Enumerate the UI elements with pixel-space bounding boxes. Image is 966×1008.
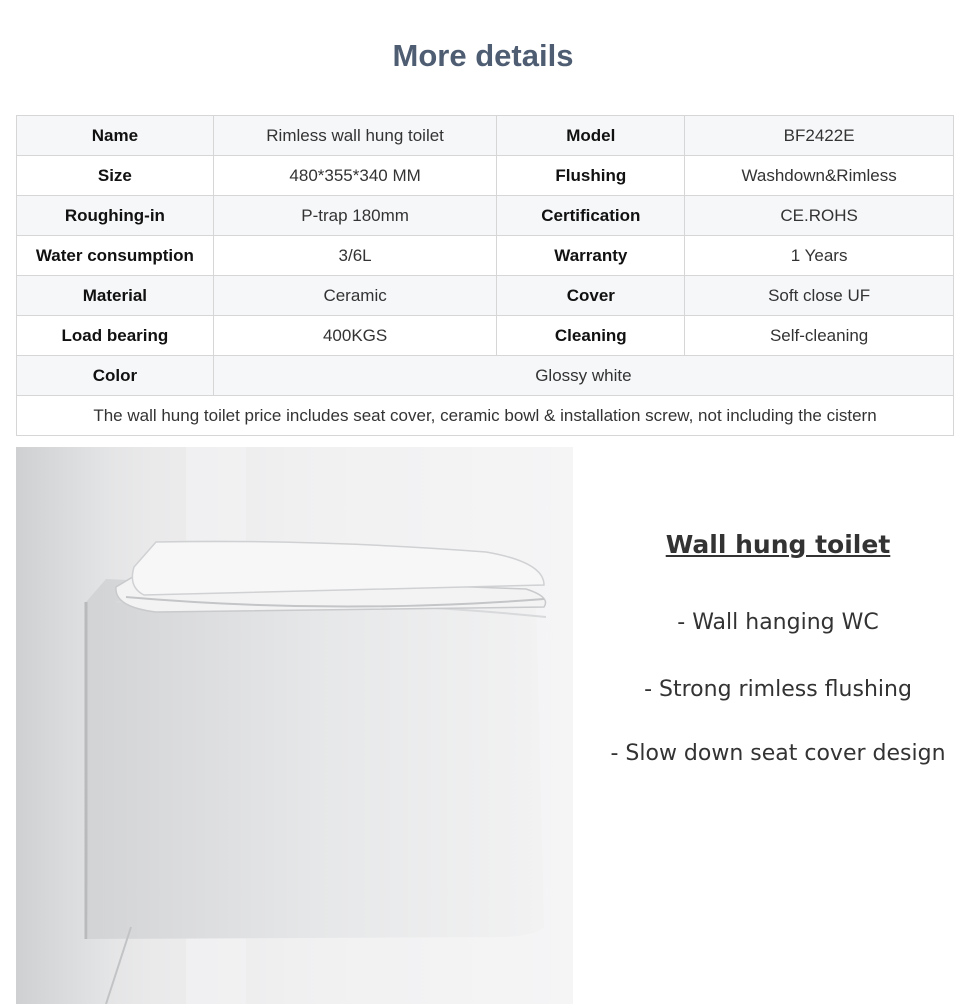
spec-key: Warranty bbox=[497, 236, 685, 276]
feature-bullet: - Wall hanging WC bbox=[677, 610, 879, 635]
spec-value: Glossy white bbox=[213, 356, 953, 396]
spec-key: Cleaning bbox=[497, 316, 685, 356]
spec-table bbox=[16, 115, 954, 436]
spec-value: 400KGS bbox=[213, 316, 497, 356]
spec-key: Certification bbox=[497, 196, 685, 236]
table-row bbox=[17, 196, 954, 236]
table-row bbox=[17, 236, 954, 276]
spec-value: Washdown&Rimless bbox=[685, 156, 954, 196]
spec-value: P-trap 180mm bbox=[213, 196, 497, 236]
spec-value: 1 Years bbox=[685, 236, 954, 276]
spec-value: Self-cleaning bbox=[685, 316, 954, 356]
spec-key: Material bbox=[17, 276, 214, 316]
product-photo bbox=[16, 447, 573, 1004]
feature-bullet: - Strong rimless flushing bbox=[644, 677, 912, 702]
toilet-illustration bbox=[16, 447, 573, 1004]
spec-key: Roughing-in bbox=[17, 196, 214, 236]
spec-key: Cover bbox=[497, 276, 685, 316]
feature-panel bbox=[590, 520, 966, 766]
spec-key: Name bbox=[17, 116, 214, 156]
spec-value: 480*355*340 MM bbox=[213, 156, 497, 196]
feature-heading: Wall hung toilet bbox=[665, 530, 891, 559]
spec-key: Flushing bbox=[497, 156, 685, 196]
spec-key: Load bearing bbox=[17, 316, 214, 356]
spec-note: The wall hung toilet price includes seat cover, ceramic bowl & installation screw, not including the cistern bbox=[17, 396, 954, 436]
spec-value: 3/6L bbox=[213, 236, 497, 276]
table-row bbox=[17, 276, 954, 316]
spec-value: CE.ROHS bbox=[685, 196, 954, 236]
feature-bullet: - Slow down seat cover design bbox=[610, 741, 946, 766]
spec-value: Rimless wall hung toilet bbox=[213, 116, 497, 156]
table-row bbox=[17, 316, 954, 356]
table-row bbox=[17, 116, 954, 156]
spec-key: Model bbox=[497, 116, 685, 156]
table-row bbox=[17, 156, 954, 196]
spec-key: Size bbox=[17, 156, 214, 196]
table-row bbox=[17, 356, 954, 396]
spec-value: BF2422E bbox=[685, 116, 954, 156]
spec-key: Water consumption bbox=[17, 236, 214, 276]
table-row bbox=[17, 396, 954, 436]
spec-value: Soft close UF bbox=[685, 276, 954, 316]
spec-key: Color bbox=[17, 356, 214, 396]
page-title: More details bbox=[392, 38, 574, 73]
spec-value: Ceramic bbox=[213, 276, 497, 316]
